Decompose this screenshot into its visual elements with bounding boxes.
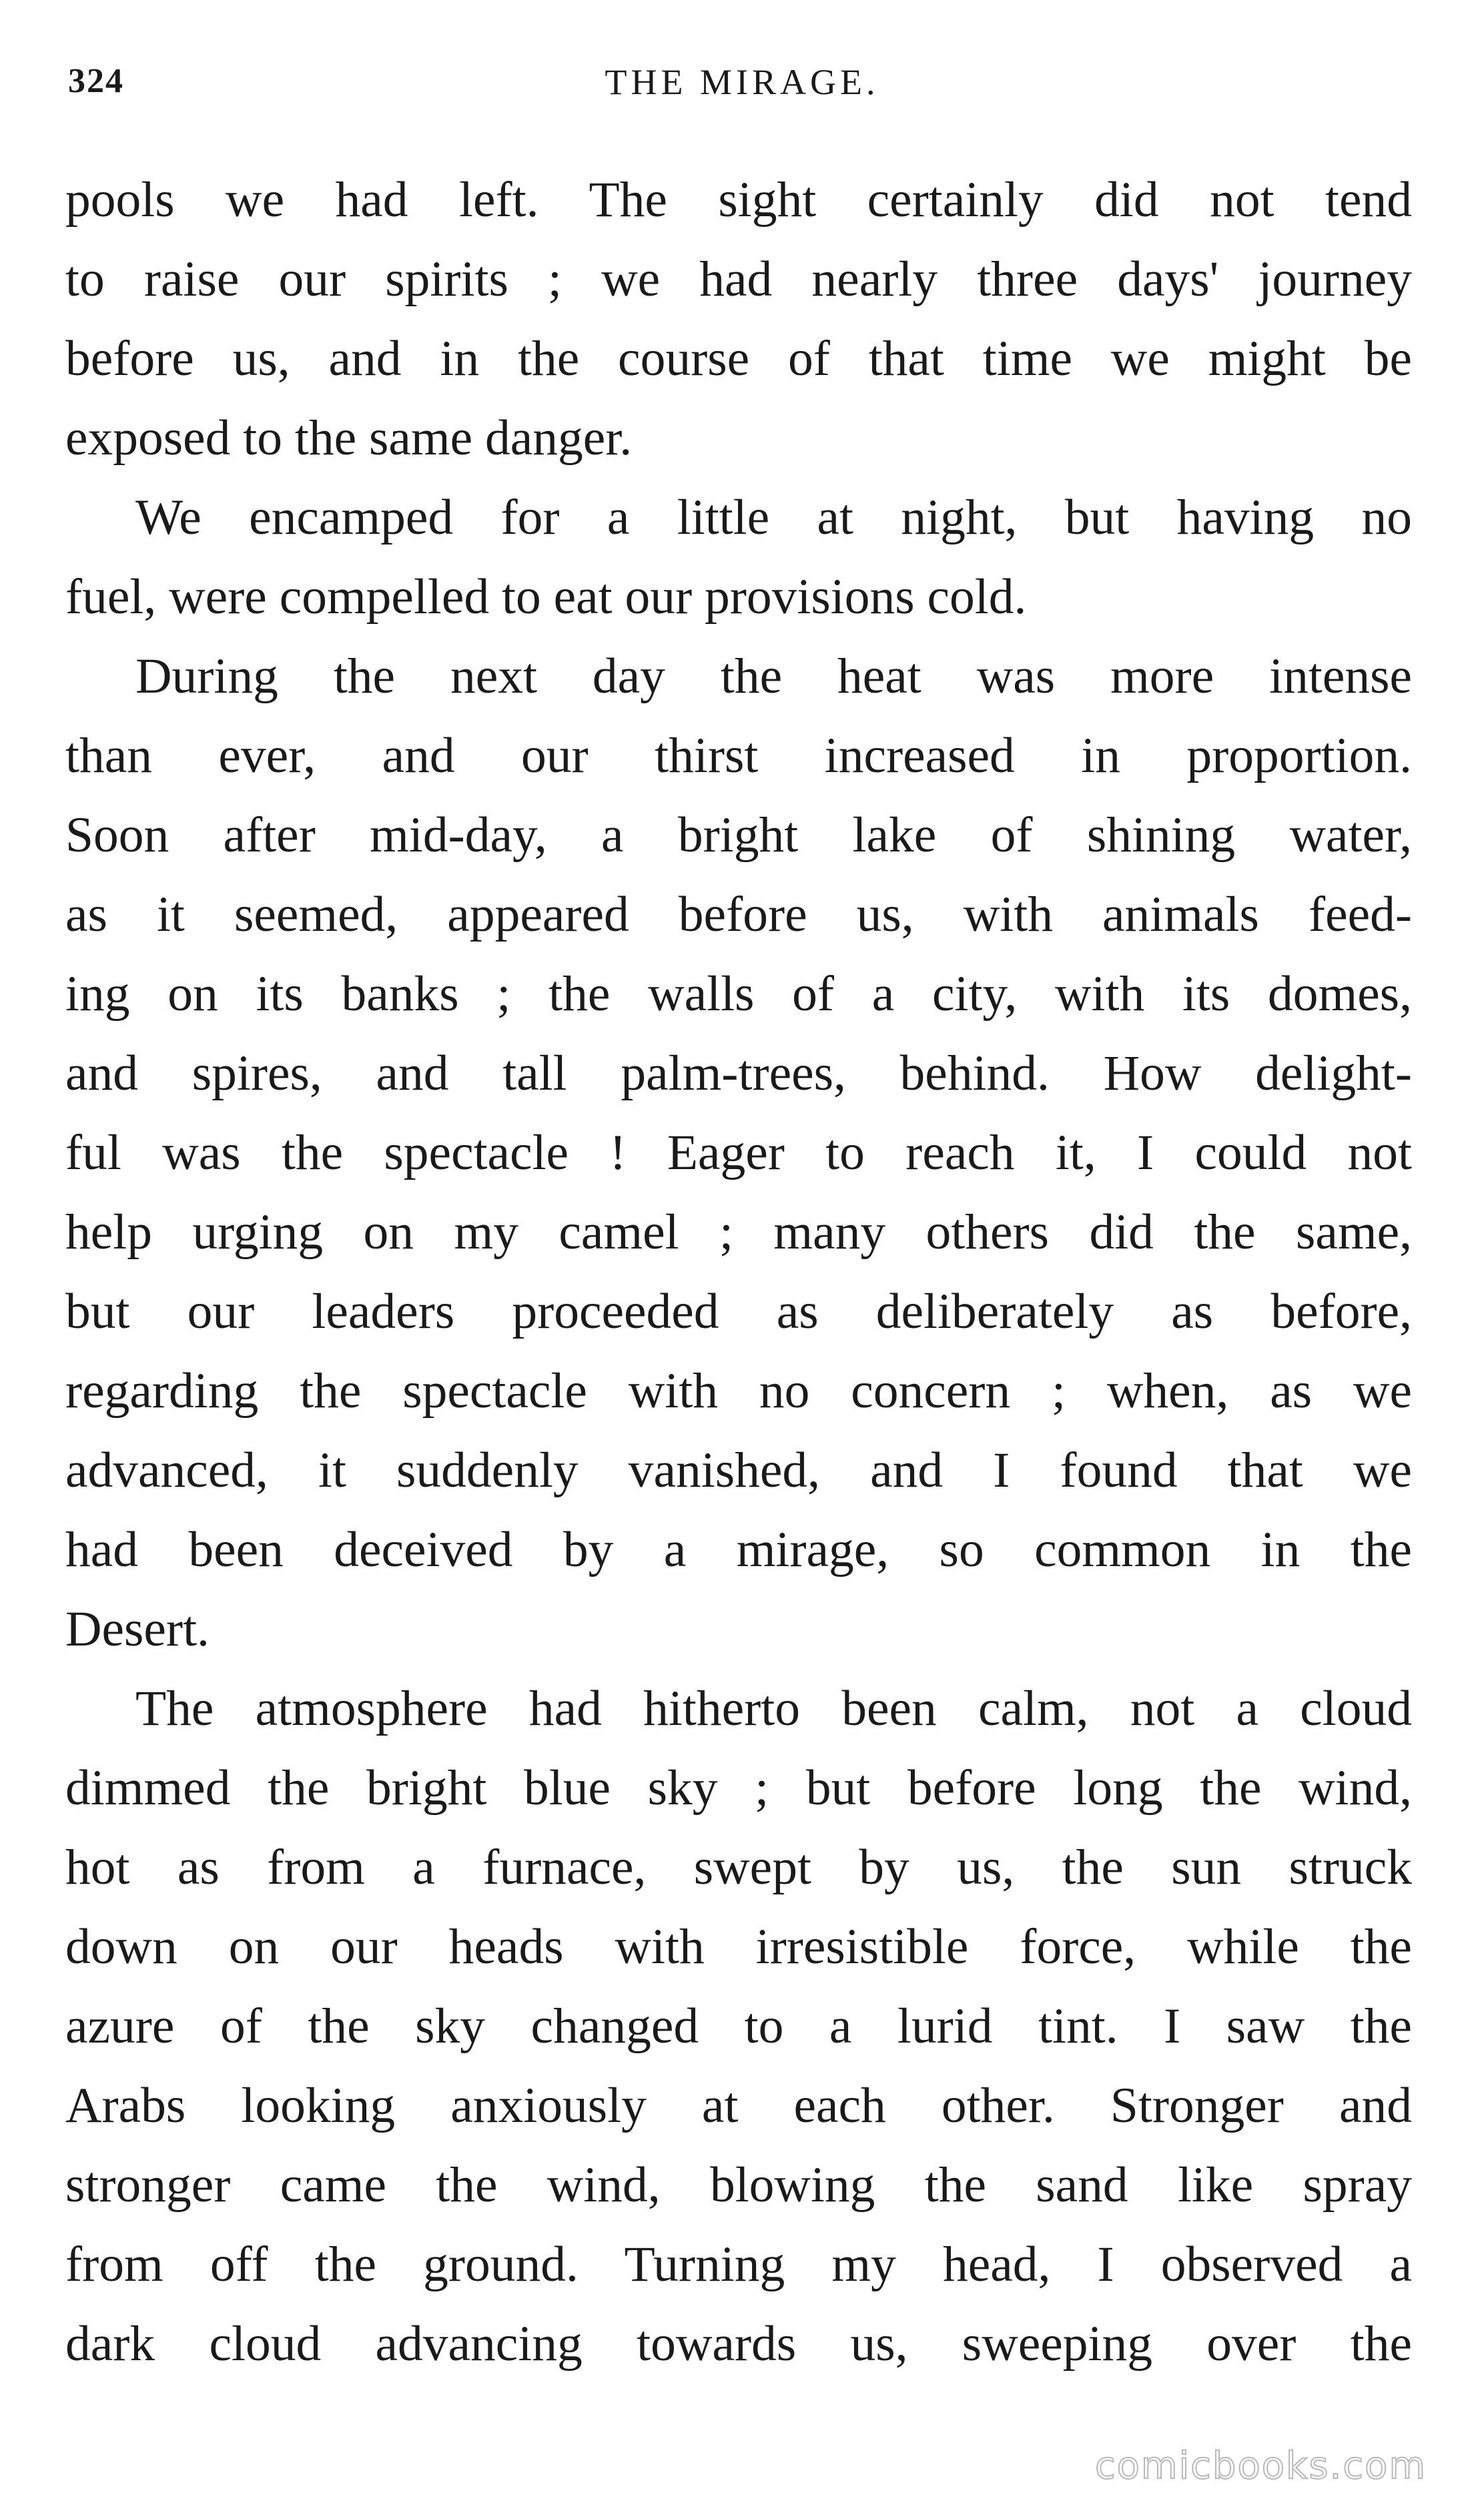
text-line: before us, and in the course of that time we might be <box>65 331 1412 386</box>
text-line: fuel, were compelled to eat our provisions cold. <box>65 569 1027 625</box>
paragraph <box>65 637 1412 1669</box>
text-line: Soon after mid-day, a bright lake of shining water, <box>65 807 1412 863</box>
text-line: ing on its banks ; the walls of a city, with its domes, <box>65 966 1412 1022</box>
page-number: 324 <box>68 62 124 100</box>
text-line: help urging on my camel ; many others did the same, <box>65 1204 1412 1260</box>
text-line: dimmed the bright blue sky ; but before long the wind, <box>65 1760 1412 1816</box>
text-line: but our leaders proceeded as deliberately as before, <box>65 1284 1412 1339</box>
running-head: THE MIRAGE. <box>605 62 879 102</box>
text-line: from off the ground. Turning my head, I observed a <box>65 2237 1412 2292</box>
watermark: comicbooks.com <box>1094 2444 1427 2488</box>
text-line: and spires, and tall palm-trees, behind. How delight- <box>65 1046 1412 1101</box>
paragraph <box>65 478 1412 637</box>
text-line: During the next day the heat was more intense <box>135 649 1412 704</box>
text-line: regarding the spectacle with no concern ; when, as we <box>65 1363 1412 1419</box>
text-line: had been deceived by a mirage, so common in the <box>65 1522 1412 1577</box>
text-line: as it seemed, appeared before us, with animals feed- <box>65 887 1412 942</box>
text-line: exposed to the same danger. <box>65 410 633 466</box>
paragraph <box>65 1669 1412 2384</box>
page-header <box>0 52 1484 112</box>
text-line: hot as from a furnace, swept by us, the sun struck <box>65 1840 1412 1895</box>
text-line: ful was the spectacle ! Eager to reach it, I could not <box>65 1125 1412 1180</box>
text-line: advanced, it suddenly vanished, and I found that we <box>65 1443 1412 1498</box>
body-text <box>65 160 1412 2384</box>
text-line: down on our heads with irresistible force, while the <box>65 1919 1412 1974</box>
text-line: We encamped for a little at night, but having no <box>135 490 1412 545</box>
text-line: Arabs looking anxiously at each other. Stronger and <box>65 2078 1412 2133</box>
text-line: pools we had left. The sight certainly did not tend <box>65 172 1412 228</box>
paragraph <box>65 160 1412 478</box>
text-line: to raise our spirits ; we had nearly three days' journey <box>65 252 1412 307</box>
text-line: The atmosphere had hitherto been calm, not a cloud <box>135 1681 1412 1736</box>
text-line: dark cloud advancing towards us, sweeping over the <box>65 2316 1412 2372</box>
text-line: than ever, and our thirst increased in proportion. <box>65 728 1412 783</box>
text-line: azure of the sky changed to a lurid tint. I saw the <box>65 1999 1412 2054</box>
text-line: Desert. <box>65 1601 210 1657</box>
text-line: stronger came the wind, blowing the sand like spray <box>65 2157 1412 2213</box>
